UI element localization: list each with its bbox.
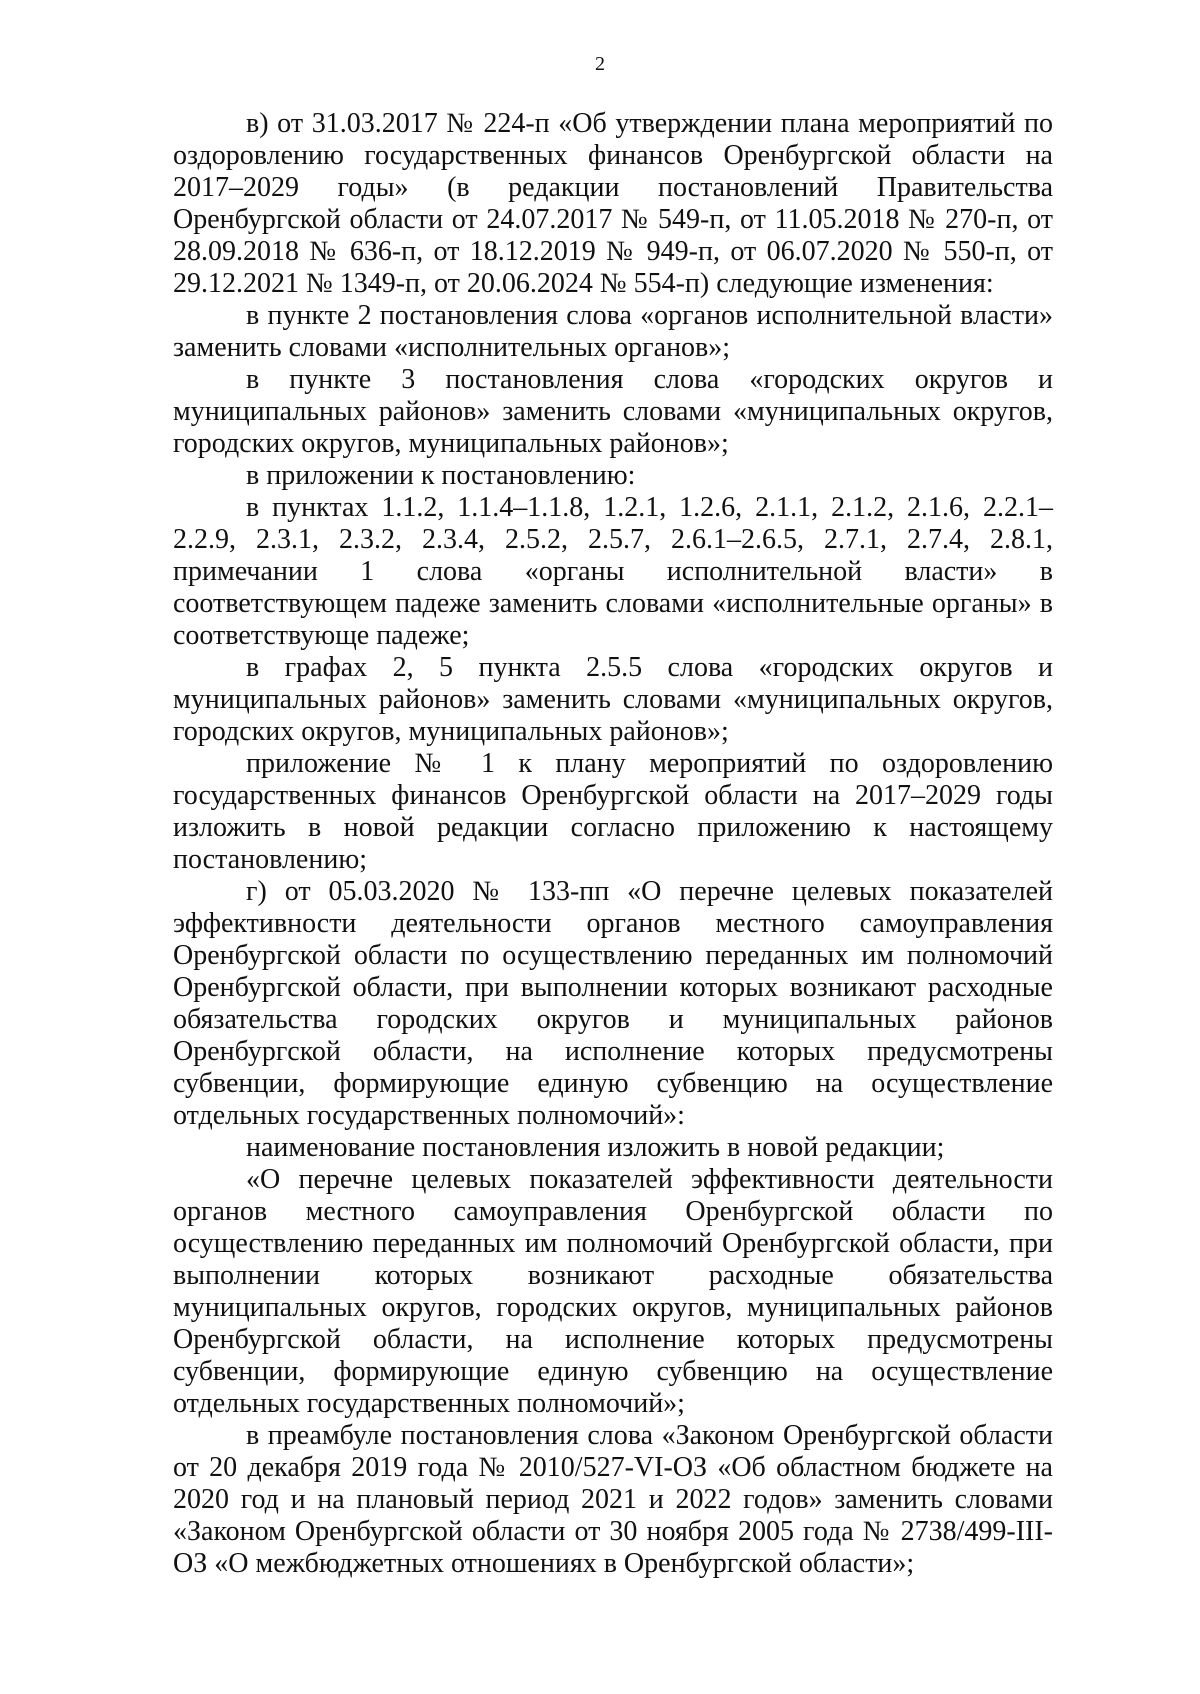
paragraph-points-list-change: в пунктах 1.1.2, 1.1.4–1.1.8, 1.2.1, 1.2.6, 2.1.1, 2.1.2, 2.1.6, 2.2.1–2.2.9, 2.3.1, 2.3.2, 2.3.4, 2.5.2, 2.5.7, 2.6.1–2.6.5, 2.7.1, 2.7.4, 2.8.1, примечании 1 слова «органы исполнительной власти» в соответствующем падеже заменить словами «исполнительные органы» в соответствующе падеже; [173, 492, 1053, 651]
paragraph-point-2-change: в пункте 2 постановления слова «органов исполнительной власти» заменить словами «исполнительных органов»; [173, 300, 1053, 363]
paragraph-appendix-intro: в приложении к постановлению: [246, 460, 636, 491]
paragraph-title-new-edition: наименование постановления изложить в новой редакции; [246, 1132, 945, 1163]
paragraph-point-3-change: в пункте 3 постановления слова «городских округов и муниципальных районов» заменить словами «муниципальных округов, городских округов, муниципальных районов»; [173, 364, 1053, 459]
paragraph-item-v: в) от 31.03.2017 № 224-п «Об утверждении плана мероприятий по оздоровлению государственных финансов Оренбургской области на 2017–2029 годы» (в редакции постановлений Правительства Оренбургской области от 24.07.2017 № 549-п, от 11.05.2018 № 270-п, от 28.09.2018 № 636-п, от 18.12.2019 № 949-п, от 06.07.2020 № 550-п, от 29.12.2021 № 1349-п, от 20.06.2024 № 554-п) следующие изменения: [173, 108, 1053, 299]
paragraph-appendix-1-new-edition: приложение № 1 к плану мероприятий по оздоровлению государственных финансов Оренбургской области на 2017–2029 годы изложить в новой редакции согласно приложению к настоящему постановлению; [173, 748, 1053, 875]
document-body [173, 108, 1053, 1580]
page-number: 2 [595, 53, 605, 75]
paragraph-columns-change: в графах 2, 5 пункта 2.5.5 слова «городских округов и муниципальных районов» заменить словами «муниципальных округов, городских округов, муниципальных районов»; [173, 652, 1053, 747]
paragraph-preamble-change: в преамбуле постановления слова «Законом Оренбургской области от 20 декабря 2019 года № 2010/527-VI-ОЗ «Об областном бюджете на 2020 год и на плановый период 2021 и 2022 годов» заменить словами «Законом Оренбургской области от 30 ноября 2005 года № 2738/499-III-ОЗ «О межбюджетных отношениях в Оренбургской области»; [173, 1420, 1053, 1579]
paragraph-new-title-text: «О перечне целевых показателей эффективности деятельности органов местного самоуправления Оренбургской области по осуществлению переданных им полномочий Оренбургской области, при выполнении которых возникают расходные обязательства муниципальных округов, городских округов, муниципальных районов Оренбургской области, на исполнение которых предусмотрены субвенции, формирующие единую субвенцию на осуществление отдельных государственных полномочий»; [173, 1164, 1053, 1419]
paragraph-item-g: г) от 05.03.2020 № 133-пп «О перечне целевых показателей эффективности деятельности органов местного самоуправления Оренбургской области по осуществлению переданных им полномочий Оренбургской области, при выполнении которых возникают расходные обязательства городских округов и муниципальных районов Оренбургской области, на исполнение которых предусмотрены субвенции, формирующие единую субвенцию на осуществление отдельных государственных полномочий»: [173, 876, 1053, 1131]
